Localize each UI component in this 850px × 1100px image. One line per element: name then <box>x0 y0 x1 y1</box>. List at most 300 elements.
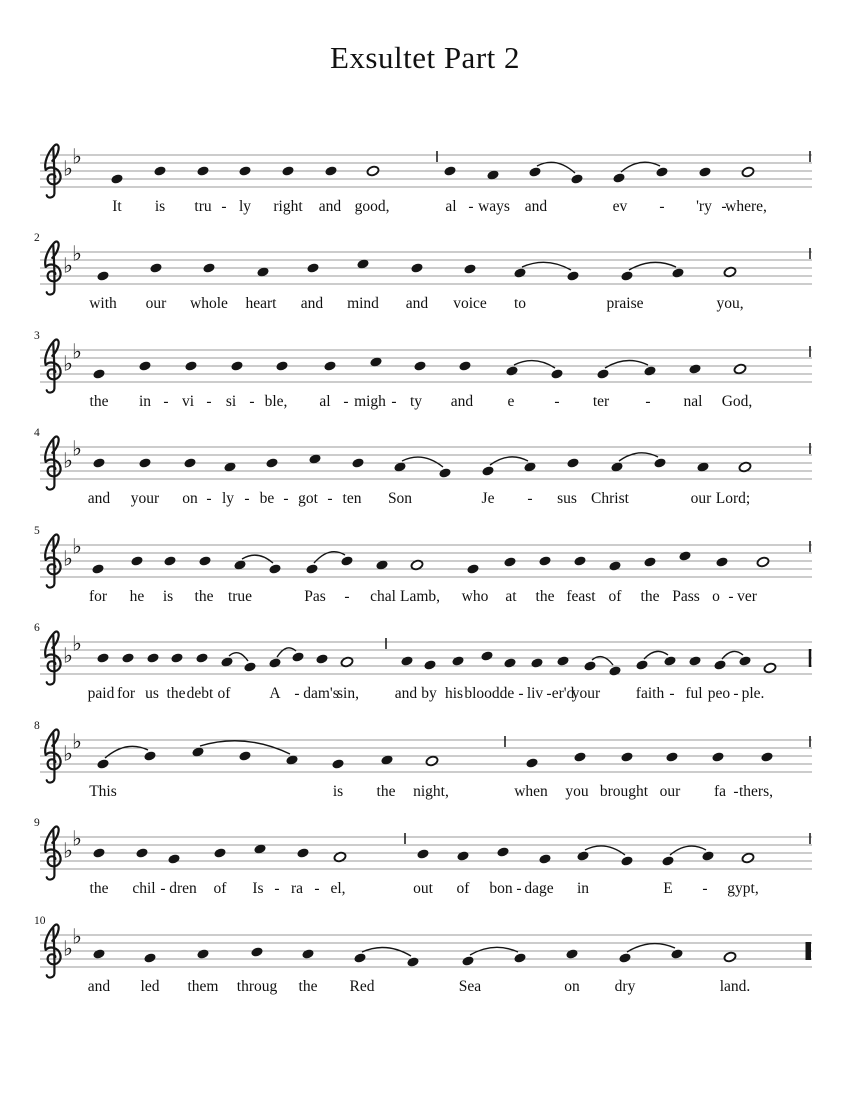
lyric-syllable: you, <box>716 295 744 312</box>
notehead <box>91 563 105 575</box>
lyric-syllable: dage <box>524 880 554 897</box>
lyric-syllable: - <box>527 490 533 507</box>
notehead <box>525 757 539 769</box>
notehead <box>410 262 424 274</box>
lyric-syllable: faith <box>635 685 665 702</box>
flat-sign: ♭ <box>63 351 73 376</box>
flat-sign: ♭ <box>72 339 82 364</box>
notehead <box>331 758 345 770</box>
lyric-syllable: at <box>505 588 517 605</box>
lyric-syllable: is <box>154 198 166 215</box>
notehead <box>153 165 167 177</box>
notehead <box>170 652 184 664</box>
lyric-syllable: - <box>283 490 289 507</box>
notehead-half <box>756 556 770 568</box>
notehead <box>301 948 315 960</box>
slur <box>522 262 571 270</box>
notehead <box>698 166 712 178</box>
lyric-syllable: - <box>645 393 651 410</box>
lyric-syllable: blood <box>464 685 500 702</box>
lyric-syllable: thers, <box>738 783 774 800</box>
flat-sign: ♭ <box>72 436 82 461</box>
lyric-syllable: is <box>332 783 344 800</box>
flat-sign: ♭ <box>63 838 73 863</box>
notehead <box>238 750 252 762</box>
treble-clef <box>45 340 58 365</box>
system-3 <box>34 330 812 410</box>
measure-number: 4 <box>34 427 40 439</box>
lyric-syllable: - <box>733 685 739 702</box>
notehead <box>663 655 677 667</box>
measure-number: 5 <box>34 525 40 537</box>
notehead <box>556 655 570 667</box>
lyric-syllable: the <box>194 588 214 605</box>
notehead <box>573 751 587 763</box>
lyric-syllable: - <box>274 880 280 897</box>
lyric-syllable: who <box>461 588 489 605</box>
lyric-syllable: - <box>468 198 474 215</box>
system-7 <box>34 720 812 800</box>
notehead <box>670 948 684 960</box>
lyric-syllable: peo <box>707 685 731 702</box>
system-6 <box>34 622 812 702</box>
notehead <box>96 270 110 282</box>
flat-sign: ♭ <box>63 253 73 278</box>
lyric-syllable: sus <box>557 490 577 507</box>
lyric-syllable: paid <box>87 685 115 702</box>
lyric-syllable: throug <box>236 978 278 995</box>
lyric-syllable: - <box>314 880 320 897</box>
lyric-syllable: - <box>244 490 250 507</box>
lyric-syllable: tru <box>194 198 212 215</box>
lyric-syllable: o <box>712 588 720 605</box>
lyric-syllable: ra <box>290 880 304 897</box>
flat-sign: ♭ <box>72 534 82 559</box>
lyric-syllable: vi <box>181 393 195 410</box>
lyric-syllable: Christ <box>591 490 629 507</box>
notehead <box>620 270 634 282</box>
lyric-syllable: true <box>227 588 253 605</box>
lyric-syllable: us <box>145 685 159 702</box>
notehead <box>711 751 725 763</box>
notehead <box>413 360 427 372</box>
lyric-syllable: and <box>394 685 418 702</box>
lyric-syllable: - <box>294 685 300 702</box>
lyric-syllable: and <box>405 295 429 312</box>
notehead-half <box>723 951 737 963</box>
lyric-syllable: el, <box>330 880 346 897</box>
notehead <box>513 267 527 279</box>
lyric-syllable: - <box>659 198 665 215</box>
notehead <box>513 952 527 964</box>
lyric-syllable: - <box>546 685 552 702</box>
notehead <box>400 655 414 667</box>
system-4 <box>34 427 812 507</box>
lyric-syllable: er'd <box>551 685 575 702</box>
slur <box>629 262 676 270</box>
lyric-syllable: This <box>89 783 117 800</box>
notehead <box>353 952 367 964</box>
lyric-syllable: - <box>728 588 734 605</box>
lyric-syllable: is <box>162 588 174 605</box>
lyric-syllable: God, <box>721 393 753 410</box>
lyric-syllable: the <box>89 880 109 897</box>
lyric-syllable: praise <box>606 295 644 312</box>
lyric-syllable: - <box>516 880 522 897</box>
lyric-syllable: the <box>376 783 396 800</box>
slur <box>490 457 528 465</box>
lyric-syllable: Pas <box>304 588 326 605</box>
notehead <box>713 659 727 671</box>
lyric-syllable: si <box>225 393 237 410</box>
lyric-syllable: for <box>116 685 136 702</box>
lyric-syllable: by <box>421 685 437 702</box>
lyric-syllable: on <box>564 978 580 995</box>
flat-sign: ♭ <box>72 241 82 266</box>
lyric-syllable: he <box>129 588 145 605</box>
lyric-syllable: whole <box>190 295 228 312</box>
system-5 <box>34 525 812 605</box>
notehead <box>265 457 279 469</box>
notehead <box>463 263 477 275</box>
lyric-syllable: where, <box>725 198 767 215</box>
lyric-syllable: in <box>576 880 590 897</box>
notehead <box>655 166 669 178</box>
flat-sign: ♭ <box>63 936 73 961</box>
lyric-syllable: de <box>499 685 515 702</box>
lyric-syllable: our <box>145 295 167 312</box>
lyric-syllable: 'ry <box>696 198 712 215</box>
notehead <box>416 848 430 860</box>
lyric-syllable: - <box>206 393 212 410</box>
slur <box>605 361 648 368</box>
notehead <box>596 368 610 380</box>
notehead <box>653 457 667 469</box>
notehead <box>466 563 480 575</box>
system-2 <box>34 232 812 312</box>
notehead-half <box>366 165 380 177</box>
notehead <box>110 173 124 185</box>
lyric-syllable: Lamb, <box>399 588 441 605</box>
lyric-syllable: Is <box>252 880 264 897</box>
notehead <box>163 555 177 567</box>
notehead <box>608 560 622 572</box>
system-1 <box>40 145 812 216</box>
notehead <box>143 750 157 762</box>
treble-clef <box>45 730 58 755</box>
slur <box>242 555 273 563</box>
notehead <box>138 457 152 469</box>
flat-sign: ♭ <box>72 144 82 169</box>
treble-clef <box>45 242 58 267</box>
treble-clef <box>45 925 58 950</box>
treble-clef <box>45 535 58 560</box>
notehead <box>620 855 634 867</box>
lyric-syllable: of <box>456 880 470 897</box>
notehead <box>96 758 110 770</box>
notehead <box>643 556 657 568</box>
lyric-syllable: - <box>327 490 333 507</box>
notehead <box>351 457 365 469</box>
lyric-syllable: - <box>554 393 560 410</box>
notehead <box>296 847 310 859</box>
lyric-syllable: nal <box>683 393 703 410</box>
notehead <box>503 657 517 669</box>
lyric-syllable: liv <box>526 685 544 702</box>
notehead <box>202 262 216 274</box>
lyric-syllable: debt <box>186 685 214 702</box>
flat-sign: ♭ <box>72 631 82 656</box>
lyric-syllable: - <box>391 393 397 410</box>
lyric-syllable: e <box>507 393 515 410</box>
notehead <box>183 457 197 469</box>
lyric-syllable: voice <box>453 295 487 312</box>
notehead <box>480 650 494 662</box>
notehead <box>275 360 289 372</box>
notehead <box>661 855 675 867</box>
lyric-syllable: of <box>217 685 231 702</box>
notehead <box>688 363 702 375</box>
notehead <box>306 262 320 274</box>
notehead <box>715 556 729 568</box>
lyric-syllable: A <box>269 685 281 702</box>
notehead <box>315 653 329 665</box>
notehead <box>760 751 774 763</box>
notehead <box>583 660 597 672</box>
notehead <box>184 360 198 372</box>
lyric-syllable: ev <box>612 198 628 215</box>
flat-sign: ♭ <box>63 448 73 473</box>
lyric-syllable: - <box>163 393 169 410</box>
system-9 <box>34 915 812 995</box>
notehead <box>573 555 587 567</box>
notehead <box>528 166 542 178</box>
notehead <box>195 652 209 664</box>
notehead <box>143 952 157 964</box>
notehead <box>566 270 580 282</box>
notehead <box>243 661 257 673</box>
notehead <box>268 657 282 669</box>
notehead <box>167 853 181 865</box>
slur <box>619 453 658 461</box>
lyric-syllable: - <box>206 490 212 507</box>
lyric-syllable: and <box>450 393 474 410</box>
treble-clef <box>45 145 58 170</box>
notehead <box>406 956 420 968</box>
lyric-syllable: to <box>513 295 527 312</box>
notehead <box>481 465 495 477</box>
lyric-syllable: sin, <box>337 685 359 702</box>
notehead-half <box>425 755 439 767</box>
measure-number: 8 <box>34 720 40 732</box>
flat-sign: ♭ <box>72 924 82 949</box>
notehead-half <box>741 852 755 864</box>
measure-number: 6 <box>34 622 40 634</box>
page-title: Exsultet Part 2 <box>329 40 521 75</box>
notehead <box>92 847 106 859</box>
lyric-syllable: our <box>690 490 712 507</box>
lyric-syllable: - <box>344 588 350 605</box>
lyric-syllable: of <box>608 588 622 605</box>
treble-clef <box>45 632 58 657</box>
lyric-syllable: dry <box>614 978 636 995</box>
lyric-syllable: Red <box>349 978 375 995</box>
notehead <box>230 360 244 372</box>
lyric-syllable: - <box>733 783 739 800</box>
notehead <box>458 360 472 372</box>
slur <box>514 361 555 368</box>
lyric-syllable: them <box>187 978 219 995</box>
flat-sign: ♭ <box>63 643 73 668</box>
lyric-syllable: land. <box>719 978 751 995</box>
notehead <box>566 457 580 469</box>
lyric-syllable: your <box>571 685 601 702</box>
lyric-syllable: of <box>213 880 227 897</box>
slur <box>402 457 443 467</box>
notehead <box>505 365 519 377</box>
notehead <box>635 659 649 671</box>
lyric-syllable: and <box>300 295 324 312</box>
lyric-syllable: Sea <box>458 978 482 995</box>
lyric-syllable: E <box>663 880 673 897</box>
notehead <box>701 850 715 862</box>
notehead <box>461 955 475 967</box>
notehead <box>135 847 149 859</box>
lyric-syllable: Pass <box>672 588 700 605</box>
notehead <box>738 655 752 667</box>
lyric-syllable: the <box>640 588 660 605</box>
lyric-syllable: ten <box>342 490 362 507</box>
lyric-syllable: - <box>669 685 675 702</box>
lyric-syllable: dren <box>169 880 197 897</box>
notehead <box>678 550 692 562</box>
notehead <box>340 555 354 567</box>
treble-clef <box>45 827 58 852</box>
notehead <box>565 948 579 960</box>
lyric-syllable: ways <box>478 198 510 215</box>
notehead <box>291 651 305 663</box>
lyric-syllable: be <box>259 490 275 507</box>
notehead <box>250 946 264 958</box>
lyric-syllable: good, <box>354 198 390 215</box>
notehead <box>620 751 634 763</box>
notehead <box>438 467 452 479</box>
lyric-syllable: in <box>138 393 152 410</box>
measure-number: 9 <box>34 817 40 829</box>
lyric-syllable: right <box>273 198 303 215</box>
flat-sign: ♭ <box>72 826 82 851</box>
notehead <box>671 267 685 279</box>
lyric-syllable: on <box>182 490 198 507</box>
lyric-syllable: Je <box>481 490 495 507</box>
notehead <box>324 165 338 177</box>
lyric-syllable: Lord; <box>715 490 751 507</box>
notehead <box>612 172 626 184</box>
lyric-syllable: you <box>565 783 589 800</box>
notehead <box>530 657 544 669</box>
notehead <box>538 555 552 567</box>
lyric-syllable: gypt, <box>727 880 759 897</box>
system-8 <box>34 817 812 897</box>
notehead <box>608 665 622 677</box>
notehead <box>576 850 590 862</box>
lyric-syllable: brought <box>599 783 649 800</box>
lyric-syllable: It <box>112 198 122 215</box>
lyric-syllable: heart <box>245 295 277 312</box>
lyric-syllable: and <box>524 198 548 215</box>
notehead <box>149 262 163 274</box>
notehead <box>146 652 160 664</box>
measure-number: 10 <box>34 915 46 927</box>
lyric-syllable: for <box>88 588 108 605</box>
flat-sign: ♭ <box>72 729 82 754</box>
slur <box>585 846 625 855</box>
notehead <box>323 360 337 372</box>
notehead <box>198 555 212 567</box>
lyric-syllable: out <box>413 880 433 897</box>
lyric-syllable: mind <box>347 295 379 312</box>
notehead <box>503 556 517 568</box>
flat-sign: ♭ <box>63 156 73 181</box>
notehead <box>138 360 152 372</box>
lyric-syllable: feast <box>566 588 596 605</box>
notehead <box>570 173 584 185</box>
lyric-syllable: ly <box>238 198 252 215</box>
lyric-syllable: the <box>89 393 109 410</box>
lyric-syllable: with <box>89 295 117 312</box>
notehead <box>643 365 657 377</box>
notehead <box>550 368 564 380</box>
notehead <box>443 165 457 177</box>
lyric-syllable: fa <box>713 783 727 800</box>
lyric-syllable: al <box>445 198 457 215</box>
lyric-syllable: ful <box>685 685 703 702</box>
notehead <box>196 948 210 960</box>
notehead <box>130 555 144 567</box>
notehead <box>96 652 110 664</box>
notehead <box>451 655 465 667</box>
notehead <box>196 165 210 177</box>
lyric-syllable: led <box>140 978 160 995</box>
lyric-syllable: your <box>130 490 160 507</box>
slur <box>362 947 411 956</box>
lyric-syllable: chil <box>132 880 156 897</box>
lyric-syllable: Son <box>387 490 413 507</box>
notehead <box>238 165 252 177</box>
lyric-syllable: - <box>249 393 255 410</box>
lyric-syllable: - <box>221 198 227 215</box>
notehead <box>268 563 282 575</box>
notehead <box>92 368 106 380</box>
lyric-syllable: ter <box>592 393 610 410</box>
notehead <box>213 847 227 859</box>
lyric-syllable: bon <box>489 880 513 897</box>
measure-number: 3 <box>34 330 40 342</box>
lyric-syllable: and <box>87 978 111 995</box>
notehead <box>92 948 106 960</box>
lyric-syllable: the <box>298 978 318 995</box>
notehead <box>496 846 510 858</box>
flat-sign: ♭ <box>63 546 73 571</box>
notehead <box>618 952 632 964</box>
notehead <box>281 165 295 177</box>
lyric-syllable: - <box>160 880 166 897</box>
notehead <box>538 853 552 865</box>
flat-sign: ♭ <box>63 741 73 766</box>
lyric-syllable: ver <box>737 588 757 605</box>
notehead-half <box>733 363 747 375</box>
slur <box>670 846 706 855</box>
